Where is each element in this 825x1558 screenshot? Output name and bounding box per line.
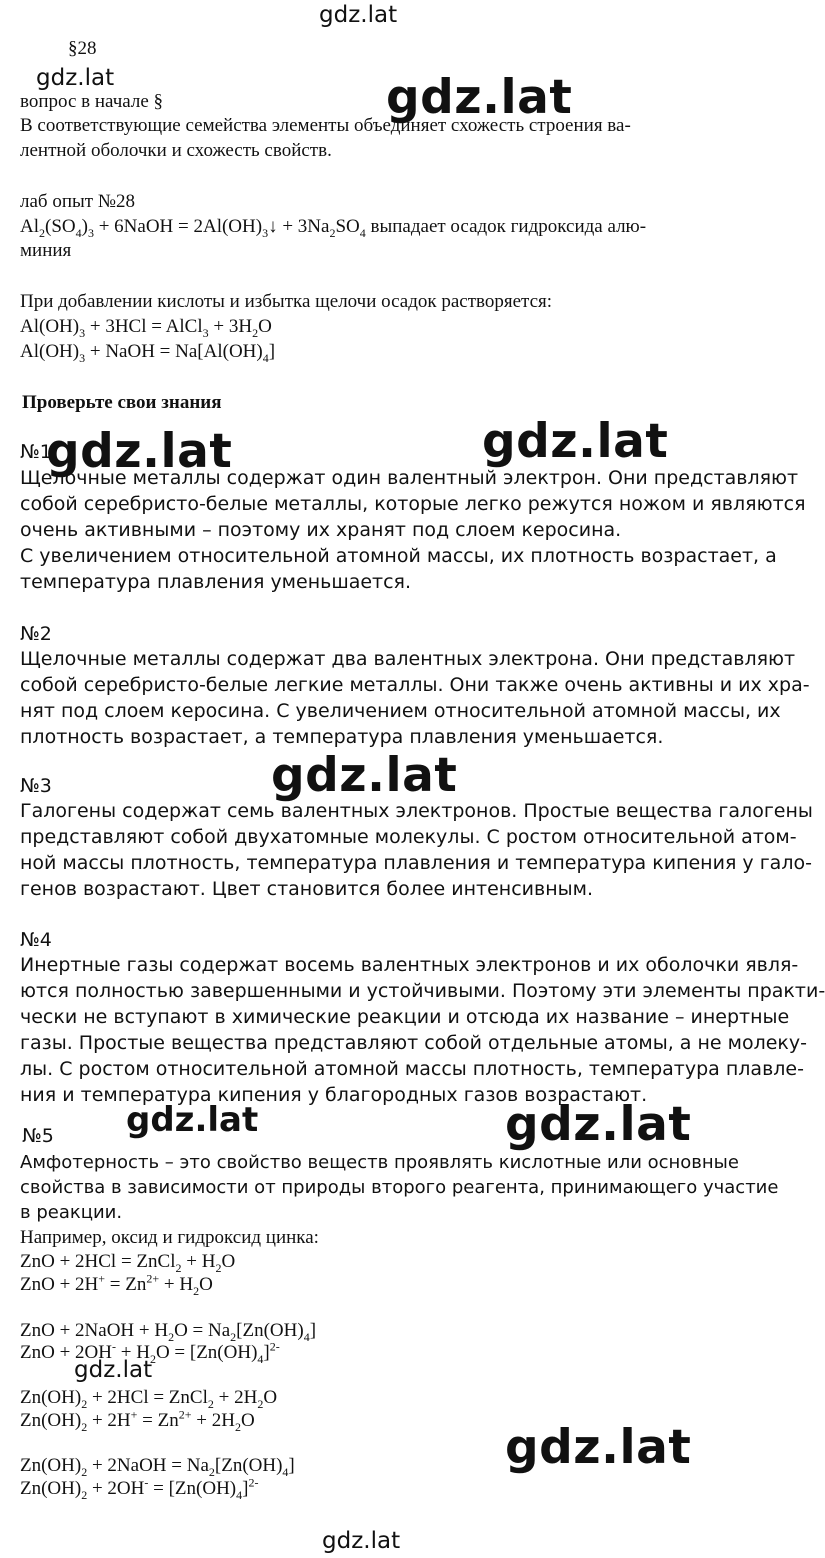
answer-line: С увеличением относительной атомной массы, их плотность возрастает, а [20, 545, 777, 567]
watermark-large: gdz.lat [505, 1420, 692, 1475]
zinc-equation: $Zn(OH)_2 + 2OH^- = [Zn(OH)_4]^{2-}$ [20, 1475, 259, 1502]
watermark-large: gdz.lat [386, 70, 573, 125]
watermark-bottom: gdz.lat [322, 1528, 401, 1554]
answer-line: свойства в зависимости от природы второго реагента, принимающего участие [20, 1177, 779, 1198]
intro-heading: вопрос в начале § [20, 91, 164, 112]
answer-number: №1 [20, 441, 52, 463]
zinc-equation: ZnO + 2NaOH + $H_2O = Na_2[Zn(OH)_4]$ [20, 1320, 317, 1344]
answer-line: ной массы плотность, температура плавления и температура кипения у гало- [20, 852, 812, 874]
watermark-large: gdz.lat [271, 748, 458, 803]
check-heading: Проверьте свои знания [22, 392, 222, 413]
answer-number: №4 [20, 929, 52, 951]
answer-number: №5 [22, 1125, 54, 1147]
zinc-equation: $Zn(OH)_2$ + 2NaOH = $Na_2[Zn(OH)_4]$ [20, 1455, 295, 1479]
answer-line: ния и температура кипения у благородных газов возрастают. [20, 1084, 648, 1106]
watermark-medium: gdz.lat [126, 1100, 259, 1140]
lab-equation-2: $Al(OH)_3 + 3HCl$ = AlCl$_3$ + $3H_2O$ [20, 316, 272, 340]
answer-line: температура плавления уменьшается. [20, 571, 412, 593]
answer-line: представляют собой двухатомные молекулы. С ростом относительной атом- [20, 826, 797, 848]
answer-line: лы. С ростом относительной атомной массы плотность, температура плавле- [20, 1058, 804, 1080]
answer-line: Галогены содержат семь валентных электронов. Простые вещества галогены [20, 800, 813, 822]
answer-line: Амфотерность – это свойство веществ проявлять кислотные или основные [20, 1152, 739, 1173]
section-number: §28 [68, 38, 97, 59]
lab-text: При добавлении кислоты и избытка щелочи осадок растворяется: [20, 291, 553, 312]
answer-line: собой серебристо-белые металлы, которые легко режутся ножом и являются [20, 493, 806, 515]
watermark-small: gdz.lat [74, 1357, 153, 1383]
answer-line: газы. Простые вещества представляют собой отдельные атомы, а не молеку- [20, 1032, 807, 1054]
answer-line: генов возрастают. Цвет становится более интенсивным. [20, 878, 594, 900]
watermark-large: gdz.lat [505, 1097, 692, 1152]
answer-line: ются полностью завершенными и устойчивыми. Поэтому эти элементы практи- [20, 980, 825, 1002]
lab-equation-1-cont: миния [20, 240, 72, 261]
zinc-equation: $Zn(OH)_2 + 2H^+ = Zn^{2+} + 2H_2O$ [20, 1407, 255, 1434]
watermark-large: gdz.lat [46, 424, 233, 479]
watermark-small: gdz.lat [36, 65, 115, 91]
lab-heading: лаб опыт №28 [20, 191, 135, 212]
lab-equation-3: $Al(OH)_3$ + NaOH = $Na[Al(OH)_4]$ [20, 341, 276, 365]
zinc-equation: ZnO + $2H^+ = Zn^{2+} + H_2O$ [20, 1271, 213, 1298]
watermark-top: gdz.lat [319, 2, 398, 28]
intro-line: В соответствующие семейства элементы объединяет схожесть строения ва- [20, 115, 631, 136]
intro-line: лентной оболочки и схожесть свойств. [20, 140, 332, 161]
answer-line: плотность возрастает, а температура плавления уменьшается. [20, 726, 664, 748]
answer-example: Например, оксид и гидроксид цинка: [20, 1227, 319, 1248]
answer-line: собой серебристо-белые легкие металлы. Они также очень активны и их хра- [20, 674, 810, 696]
lab-equation-1-text: выпадает осадок гидроксида алю- [365, 216, 647, 237]
answer-line: Инертные газы содержат восемь валентных электронов и их оболочки явля- [20, 954, 799, 976]
zinc-equation: $Zn(OH)_2 + 2HCl$ = ZnCl$_2$ + $2H_2O$ [20, 1387, 278, 1411]
answer-line: очень активными – поэтому их хранят под слоем керосина. [20, 519, 622, 541]
zinc-equation: ZnO + $2OH^- + H_2O = [Zn(OH)_4]^{2-}$ [20, 1339, 280, 1366]
zinc-equation: ZnO + 2HCl = ZnCl$_2$ + $H_2O$ [20, 1251, 236, 1275]
watermark-large: gdz.lat [482, 414, 669, 469]
answer-line: нят под слоем керосина. С увеличением относительной атомной массы, их [20, 700, 781, 722]
answer-line: Щелочные металлы содержат два валентных электрона. Они представляют [20, 648, 796, 670]
answer-number: №2 [20, 623, 52, 645]
answer-line: Щелочные металлы содержат один валентный электрон. Они представляют [20, 467, 799, 489]
answer-line: чески не вступают в химические реакции и отсюда их название – инертные [20, 1006, 790, 1028]
lab-equation-1: $Al_2(SO_4)_3$ + 6NaOH = $2Al(OH)_3↓ + 3Na_2SO_4$ выпадает осадок гидроксида алю- [20, 216, 647, 240]
answer-line: в реакции. [20, 1202, 123, 1223]
answer-number: №3 [20, 775, 52, 797]
